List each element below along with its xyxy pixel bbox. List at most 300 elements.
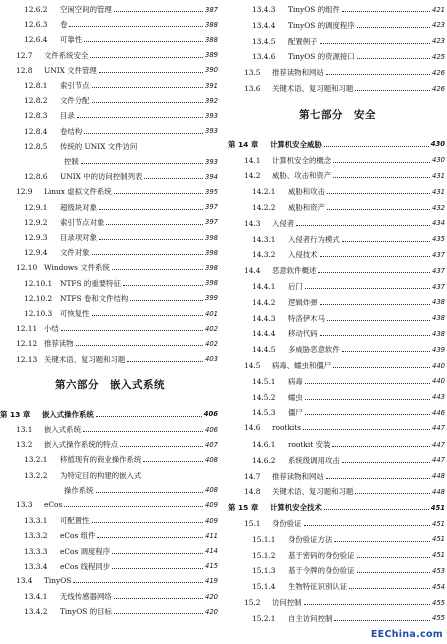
toc-entry-number: 14.6.2 (252, 455, 276, 465)
toc-entry-title: eCos 调度程序 (60, 546, 111, 556)
toc-entry-number: 13.2.1 (24, 455, 48, 465)
dot-leader (305, 288, 430, 289)
toc-entry-number: 14.7 (244, 471, 261, 481)
toc-entry-title: 为特定目的构建的嵌入式 (60, 470, 142, 480)
toc-entry-title: 访问控制 (272, 598, 302, 607)
toc-page-number: 432 (432, 203, 445, 212)
dot-leader (320, 256, 430, 257)
toc-entry[interactable] (24, 247, 218, 258)
toc-entry-number: 15.1.1 (252, 534, 276, 544)
dot-leader (96, 492, 203, 493)
toc-entry-title: 卷结构 (60, 126, 83, 136)
toc-entry-title: UNIX 文件管理 (44, 65, 97, 75)
toc-entry[interactable] (16, 323, 218, 334)
toc-page-number: 389 (205, 51, 218, 60)
dot-leader (106, 224, 203, 225)
toc-entry-number: 12.8.5 (24, 141, 48, 151)
toc-entry-number: 14.2.2 (252, 203, 276, 212)
toc-chapter-entry[interactable] (228, 502, 445, 513)
toc-entry[interactable] (244, 170, 445, 181)
toc-entry-title: 传统的 UNIX 文件访问 (60, 141, 138, 151)
toc-entry[interactable] (252, 613, 445, 624)
dot-leader (114, 613, 203, 614)
toc-page-number: 399 (205, 294, 218, 303)
toc-entry-title: TinyOS 的组件 (288, 5, 340, 14)
toc-chapter-entry[interactable] (0, 409, 218, 420)
toc-page-number: 393 (205, 127, 218, 136)
toc-entry-title: 关键术语、复习题和习题 (272, 84, 354, 93)
toc-entry[interactable] (24, 217, 218, 228)
toc-entry-number: 第 15 章 (228, 503, 259, 513)
dot-leader (357, 58, 430, 59)
toc-entry-number: 12.8.4 (24, 126, 48, 136)
toc-entry-title: eCos 线程同步 (60, 561, 111, 571)
toc-entry[interactable] (24, 278, 218, 289)
toc-entry[interactable] (252, 328, 445, 339)
toc-entry-title: 威胁和资产 (288, 203, 325, 212)
toc-entry-number: 12.12 (16, 339, 38, 349)
toc-entry[interactable] (16, 500, 218, 509)
toc-page-number: 447 (432, 456, 445, 465)
toc-page-number: 426 (432, 68, 445, 77)
toc-page-number: 443 (432, 393, 445, 402)
toc-page-number: 401 (205, 309, 218, 318)
toc-page-number: 392 (205, 96, 218, 105)
toc-entry-title: 嵌入式操作系统 (42, 409, 94, 419)
toc-entry-number: 13.3.3 (24, 546, 48, 556)
toc-page-number: 394 (205, 172, 218, 181)
toc-entry-number: 14.5.2 (252, 392, 276, 402)
dot-leader (112, 553, 203, 554)
toc-page-number: 440 (432, 361, 445, 370)
toc-entry[interactable] (244, 265, 445, 276)
toc-page-number: 435 (432, 235, 445, 244)
dot-leader (112, 568, 203, 569)
toc-entry-title: 威胁、攻击和资产 (272, 171, 332, 181)
toc-page-number: 406 (203, 410, 218, 419)
toc-entry[interactable] (252, 455, 445, 466)
toc-page-number: 447 (432, 423, 445, 432)
toc-chapter-entry[interactable] (228, 139, 445, 150)
toc-entry[interactable] (16, 262, 218, 273)
toc-entry-title: TinyOS 的资源接口 (288, 52, 355, 62)
toc-page-number: 430 (432, 156, 445, 165)
toc-page-number: 440 (432, 377, 445, 386)
toc-entry-number: 15.1.2 (252, 550, 276, 560)
toc-entry-number: 15.2.1 (252, 613, 276, 623)
toc-entry-title: 蠕虫 (288, 392, 303, 402)
dot-leader (326, 74, 430, 75)
toc-entry[interactable] (24, 95, 218, 106)
dot-leader (355, 493, 430, 494)
toc-entry-number: 13.5 (244, 68, 261, 78)
toc-page-number: 391 (205, 81, 218, 90)
toc-page-number: 409 (205, 500, 218, 509)
dot-leader (64, 506, 203, 507)
toc-page-number: 437 (432, 250, 445, 259)
dot-leader (76, 345, 203, 346)
toc-entry-title: 病毒、蠕虫和僵尸 (272, 361, 332, 370)
toc-page-number: 451 (430, 503, 445, 512)
toc-page-number: 411 (205, 531, 218, 540)
dot-leader (99, 239, 203, 240)
dot-leader (342, 11, 430, 12)
toc-entry-number: 14.5 (244, 361, 261, 370)
dot-leader (92, 87, 203, 88)
dot-leader (84, 133, 203, 134)
toc-entry-number: 13.4.6 (252, 52, 276, 62)
toc-entry[interactable] (24, 530, 218, 541)
toc-entry[interactable] (24, 126, 218, 137)
toc-entry-number: 12.7 (16, 50, 33, 60)
toc-entry-number: 12.10 (16, 263, 38, 273)
toc-entry[interactable] (24, 470, 218, 481)
toc-entry-title: 超级块对象 (60, 202, 97, 212)
toc-entry[interactable] (252, 565, 445, 576)
toc-page-number: 438 (432, 298, 445, 307)
dot-leader (349, 588, 430, 589)
toc-entry-title: 卷 (60, 20, 68, 30)
toc-page-number: 393 (205, 111, 218, 120)
toc-entry[interactable] (60, 485, 218, 496)
toc-entry-number: 13.3.1 (24, 516, 48, 526)
dot-leader (342, 351, 430, 352)
toc-entry-title: 关键术语、复习题和习题 (272, 487, 354, 497)
toc-entry[interactable] (24, 454, 218, 465)
toc-entry[interactable] (24, 202, 218, 213)
toc-entry-title: 推荐读物和网站 (272, 471, 324, 481)
toc-entry-title: 目录项对象 (60, 233, 97, 242)
dot-leader (112, 269, 203, 270)
toc-entry[interactable] (244, 83, 445, 94)
toc-entry-number: 12.10.2 (24, 293, 53, 303)
toc-entry[interactable] (252, 407, 445, 418)
toc-entry-number: 13.4.3 (252, 5, 276, 14)
dot-leader (305, 414, 430, 415)
dot-leader (332, 446, 430, 447)
toc-entry-title: 文件系统安全 (44, 50, 89, 60)
toc-entry-number: 12.9 (16, 187, 33, 197)
toc-entry[interactable] (244, 486, 445, 497)
dot-leader (334, 620, 430, 621)
toc-entry[interactable] (244, 218, 445, 229)
toc-entry-title: 移动代码 (288, 329, 318, 339)
dot-leader (327, 193, 430, 194)
toc-entry[interactable] (244, 67, 445, 78)
dot-leader (357, 27, 430, 28)
toc-entry-number: 12.8.1 (24, 81, 48, 90)
toc-entry[interactable] (252, 234, 445, 245)
dot-leader (92, 315, 203, 316)
toc-page-number: 397 (205, 203, 218, 212)
toc-entry-number: 14.4.5 (252, 345, 276, 355)
toc-entry-title: TinyOS (44, 576, 72, 585)
toc-entry[interactable] (16, 186, 218, 197)
dot-leader (120, 446, 203, 447)
toc-entry[interactable] (24, 293, 218, 304)
toc-page-number: 451 (432, 551, 445, 560)
toc-entry-title: 控制 (64, 157, 79, 166)
toc-entry-title: 推荐读物 (44, 339, 74, 349)
dot-leader (90, 57, 203, 58)
toc-entry[interactable] (16, 65, 218, 76)
toc-entry-number: 12.6.2 (24, 5, 48, 14)
toc-entry-title: 计算机安全威胁 (270, 139, 322, 149)
toc-entry-number: 14.1 (244, 155, 261, 165)
toc-page-number: 438 (432, 329, 445, 338)
toc-page-number: 438 (432, 314, 445, 323)
toc-entry-number: 第 14 章 (228, 139, 259, 149)
toc-entry[interactable] (252, 186, 445, 197)
dot-leader (144, 178, 203, 179)
toc-page-number: 434 (432, 219, 445, 228)
toc-entry-number: 13.2.2 (24, 470, 48, 480)
toc-entry[interactable] (24, 546, 218, 557)
toc-entry[interactable] (252, 249, 445, 260)
toc-entry-number: 14.2.1 (252, 187, 276, 197)
toc-page-number: 430 (430, 140, 445, 149)
toc-entry-title: Linux 虚拟文件系统 (44, 187, 112, 197)
toc-entry[interactable] (244, 597, 445, 608)
dot-leader (305, 383, 430, 384)
dot-leader (97, 537, 203, 538)
toc-page-number: 395 (205, 187, 218, 196)
toc-entry[interactable] (24, 19, 218, 30)
toc-page-number: 406 (205, 425, 218, 434)
toc-entry[interactable] (252, 20, 445, 31)
toc-entry[interactable] (244, 155, 445, 166)
toc-entry-number: 12.8.2 (24, 96, 48, 106)
toc-entry-number: 14.4.2 (252, 297, 276, 307)
toc-entry[interactable] (252, 297, 445, 308)
watermark: EEChina.com (370, 629, 443, 640)
toc-entry-number: 12.10.1 (24, 278, 53, 288)
toc-entry-number: 14.6.1 (252, 440, 276, 449)
toc-page-number: 409 (205, 516, 218, 525)
toc-entry-number: 14.4.4 (252, 329, 276, 339)
toc-entry-number: 13.4 (16, 576, 33, 585)
toc-entry-number: 15.1 (244, 519, 261, 528)
toc-entry[interactable] (252, 534, 445, 545)
toc-page-number: 388 (205, 35, 218, 44)
toc-entry[interactable] (16, 576, 218, 585)
toc-entry-number: 14.5.1 (252, 376, 276, 386)
toc-entry-title: 入侵者 (272, 218, 295, 228)
dot-leader (92, 102, 203, 103)
dot-leader (324, 509, 429, 510)
toc-entry[interactable] (24, 171, 218, 182)
toc-entry[interactable] (16, 338, 218, 349)
toc-page-number: 402 (205, 339, 218, 348)
toc-page-number: 446 (432, 408, 445, 417)
toc-page-number: 402 (205, 324, 218, 333)
dot-leader (114, 11, 203, 12)
toc-entry-number: 14.3.1 (252, 234, 276, 244)
part-heading: 第六部分 嵌入式系统 (55, 378, 165, 391)
toc-entry[interactable] (244, 471, 445, 482)
toc-page-number: 451 (432, 535, 445, 544)
toc-entry[interactable] (252, 51, 445, 62)
toc-entry-number: 12.8.3 (24, 111, 48, 121)
toc-entry-title: 嵌入式操作系统的特点 (44, 440, 118, 450)
toc-page-number: 448 (432, 487, 445, 496)
dot-leader (342, 462, 430, 463)
toc-entry[interactable] (16, 424, 218, 435)
toc-page-number: 423 (432, 37, 445, 46)
toc-page-number: 415 (205, 562, 218, 571)
toc-entry-number: 12.11 (16, 324, 38, 334)
toc-entry-title: 空闲空间的管理 (60, 5, 112, 14)
toc-entry-title: Windows 文件系统 (44, 263, 110, 273)
toc-page-number: 431 (432, 171, 445, 180)
toc-entry[interactable] (24, 4, 218, 15)
toc-entry[interactable] (24, 80, 218, 91)
toc-page-number: 387 (205, 5, 218, 14)
toc-entry-number: 14.6 (244, 423, 261, 433)
toc-page-number: 408 (205, 486, 218, 495)
toc-entry-title: 特洛伊木马 (288, 313, 325, 323)
toc-page-number: 448 (432, 472, 445, 481)
dot-leader (99, 209, 203, 210)
toc-entry-title: 可靠性 (60, 35, 83, 45)
toc-entry-number: 13.4.4 (252, 20, 276, 30)
toc-page-number: 439 (432, 345, 445, 354)
dot-leader (304, 525, 430, 526)
toc-entry[interactable] (252, 344, 445, 355)
toc-entry-title: 推荐读物和网站 (272, 68, 324, 78)
toc-entry[interactable] (24, 141, 218, 152)
toc-page-number: 408 (205, 455, 218, 464)
dot-leader (326, 478, 430, 479)
toc-entry[interactable] (16, 439, 218, 450)
toc-entry[interactable] (24, 591, 218, 602)
toc-entry-number: 14.2 (244, 171, 261, 181)
toc-entry-number: 13.4.1 (24, 592, 48, 602)
toc-entry[interactable] (252, 281, 445, 292)
dot-leader (127, 361, 203, 362)
dot-leader (320, 335, 430, 336)
dot-leader (304, 604, 430, 605)
dot-leader (73, 582, 203, 583)
toc-entry[interactable] (244, 360, 445, 371)
toc-entry[interactable] (244, 518, 445, 529)
dot-leader (81, 163, 203, 164)
dot-leader (333, 162, 430, 163)
toc-entry[interactable] (252, 36, 445, 47)
toc-page-number: 397 (205, 218, 218, 227)
toc-entry[interactable] (252, 550, 445, 561)
toc-page-number: 447 (432, 440, 445, 449)
toc-page-number: 393 (205, 157, 218, 166)
toc-entry[interactable] (252, 4, 445, 15)
toc-entry-title: 基于令牌的身份验证 (288, 566, 355, 576)
toc-entry-title: 文件分配 (60, 96, 90, 106)
toc-entry-title: 计算机安全的概念 (272, 155, 332, 165)
toc-entry-number: 13.4.2 (24, 607, 48, 617)
toc-entry-title: 文件对象 (60, 248, 90, 258)
toc-entry-title: 操作系统 (64, 485, 94, 495)
toc-page-number: 451 (432, 519, 445, 528)
part-heading: 第七部分 安全 (299, 108, 376, 121)
dot-leader (123, 285, 203, 286)
toc-entry[interactable] (24, 232, 218, 243)
toc-entry-number: 15.1.4 (252, 582, 276, 592)
toc-entry-title: 恶意软件概述 (272, 266, 317, 276)
toc-entry[interactable] (16, 50, 218, 61)
dot-leader (357, 557, 430, 558)
toc-entry-number: 14.5.3 (252, 408, 276, 418)
toc-page-number: 437 (432, 266, 445, 275)
dot-leader (333, 177, 430, 178)
dot-leader (61, 330, 203, 331)
toc-entry-number: 12.6.4 (24, 35, 48, 45)
toc-entry[interactable] (60, 156, 218, 167)
toc-entry-number: 12.9.3 (24, 233, 48, 242)
toc-entry[interactable] (252, 439, 445, 450)
dot-leader (296, 225, 430, 226)
toc-entry-title: 后门 (288, 282, 303, 291)
toc-entry-number: 12.8.6 (24, 172, 48, 182)
toc-entry-number: 15.2 (244, 598, 261, 607)
toc-entry[interactable] (24, 515, 218, 526)
toc-page-number: 420 (205, 607, 218, 616)
toc-entry[interactable] (252, 392, 445, 403)
toc-entry-title: 逻辑炸弹 (288, 297, 318, 307)
toc-entry[interactable] (16, 354, 218, 365)
toc-entry-number: 13.2 (16, 440, 33, 450)
toc-entry-title: 基于密码的身份验证 (288, 550, 355, 560)
toc-entry[interactable] (252, 202, 445, 213)
toc-entry-title: 病毒 (288, 376, 303, 386)
toc-entry-title: 僵尸 (288, 408, 303, 418)
toc-page-number: 388 (205, 20, 218, 29)
toc-entry-title: 系统级调用攻击 (288, 455, 340, 465)
toc-entry[interactable] (24, 34, 218, 45)
dot-leader (92, 254, 203, 255)
toc-entry-title: 入侵者行为模式 (288, 234, 340, 244)
toc-entry[interactable] (252, 581, 445, 592)
toc-entry-title: 小结 (44, 324, 59, 334)
toc-page-number: 454 (432, 582, 445, 591)
toc-entry-title: 身份验证方法 (288, 534, 333, 544)
toc-entry[interactable] (252, 376, 445, 387)
toc-entry-title: 索引节点对象 (60, 217, 105, 227)
toc-entry[interactable] (24, 561, 218, 572)
dot-leader (83, 431, 203, 432)
dot-leader (333, 367, 430, 368)
toc-entry-title: TinyOS 的目标 (60, 607, 112, 617)
toc-entry-title: 配置例子 (288, 36, 318, 46)
toc-entry-number: 第 13 章 (0, 409, 31, 419)
dot-leader (114, 598, 203, 599)
dot-leader (320, 43, 430, 44)
dot-leader (92, 522, 203, 523)
toc-entry-number: 12.9.1 (24, 202, 48, 212)
toc-entry-number: 13.4.5 (252, 36, 276, 46)
toc-entry[interactable] (24, 110, 218, 121)
toc-entry[interactable] (24, 606, 218, 617)
toc-entry-number: 13.6 (244, 84, 261, 93)
toc-entry[interactable] (252, 313, 445, 324)
toc-entry-title: 嵌入式系统 (44, 425, 81, 434)
toc-entry-number: 12.8 (16, 65, 33, 75)
toc-entry[interactable] (244, 423, 445, 432)
toc-entry-title: rootkits (272, 423, 302, 433)
toc-page-number: 398 (205, 279, 218, 288)
toc-entry-title: TinyOS 的调度程序 (288, 20, 355, 30)
toc-entry[interactable] (24, 308, 218, 319)
toc-page-number: 455 (432, 598, 445, 607)
